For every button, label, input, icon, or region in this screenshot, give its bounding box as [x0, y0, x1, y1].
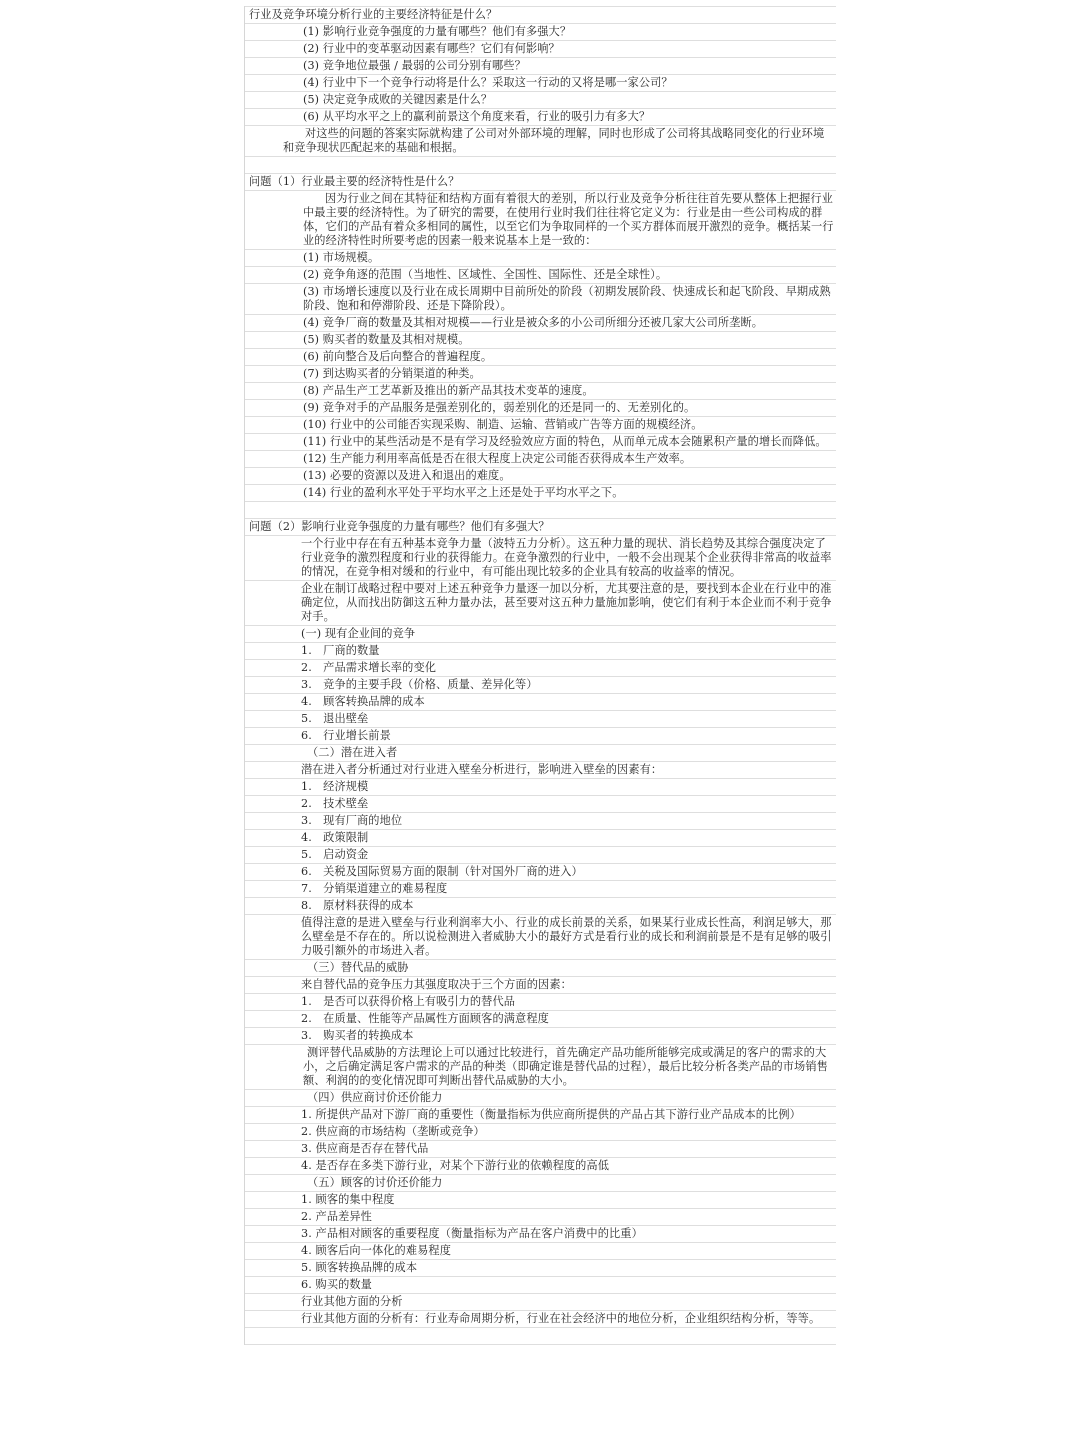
text-row: (5) 购买者的数量及其相对规模。 [245, 332, 836, 349]
blank-row [245, 1328, 836, 1345]
blank-row [245, 502, 836, 519]
text-row: (1) 市场规模。 [245, 250, 836, 267]
text-row: 来自替代品的竞争压力其强度取决于三个方面的因素： [245, 977, 836, 994]
text-row: (11) 行业中的某些活动是不是有学习及经验效应方面的特色，从而单元成本会随累积产量的增长而降低。 [245, 434, 836, 451]
section-heading: 问题（2）影响行业竞争强度的力量有哪些？他们有多强大？ [245, 519, 836, 536]
text-row: (14) 行业的盈利水平处于平均水平之上还是处于平均水平之下。 [245, 485, 836, 502]
text-row: 行业其他方面的分析有：行业寿命周期分析，行业在社会经济中的地位分析，企业组织结构分析，等等。 [245, 1311, 836, 1328]
text-row: 2. 产品需求增长率的变化 [245, 660, 836, 677]
text-row: 6. 购买的数量 [245, 1277, 836, 1294]
text-row: (6) 从平均水平之上的赢利前景这个角度来看，行业的吸引力有多大？ [245, 109, 836, 126]
text-row: (8) 产品生产工艺革新及推出的新产品其技术变革的速度。 [245, 383, 836, 400]
text-row: 4. 政策限制 [245, 830, 836, 847]
text-row: (7) 到达购买者的分销渠道的种类。 [245, 366, 836, 383]
text-row: （二）潜在进入者 [245, 745, 836, 762]
text-row: 1. 厂商的数量 [245, 643, 836, 660]
text-row: 6. 关税及国际贸易方面的限制（针对国外厂商的进入） [245, 864, 836, 881]
text-row: (3) 竞争地位最强 / 最弱的公司分别有哪些？ [245, 58, 836, 75]
text-row: 3. 竞争的主要手段（价格、质量、差异化等） [245, 677, 836, 694]
text-row: 8. 原材料获得的成本 [245, 898, 836, 915]
text-row: 1. 是否可以获得价格上有吸引力的替代品 [245, 994, 836, 1011]
section-heading: 行业及竞争环境分析行业的主要经济特征是什么？ [245, 6, 836, 24]
text-row: 因为行业之间在其特征和结构方面有着很大的差别，所以行业及竞争分析往往首先要从整体上把握行业中最主要的经济特性。为了研究的需要，在使用行业时我们往往将它定义为：行业是由一些公司构成的群体，它们的产品有着众多相同的属性，以至它们为争取同样的一个买方群体而展开激烈的竞争。概括某一行业的经济特性时所要考虑的因素一般来说基本上是一致的： [245, 191, 836, 250]
text-row: (12) 生产能力利用率高低是否在很大程度上决定公司能否获得成本生产效率。 [245, 451, 836, 468]
text-row: (一) 现有企业间的竞争 [245, 626, 836, 643]
text-row: 企业在制订战略过程中要对上述五种竞争力量逐一加以分析，尤其要注意的是，要找到本企业在行业中的准确定位，从而找出防御这五种力量办法，甚至要对这五种力量施加影响，使它们有利于本企业而不利于竞争对手。 [245, 581, 836, 626]
text-row: (2) 竞争角逐的范围（当地性、区域性、全国性、国际性、还是全球性）。 [245, 267, 836, 284]
text-row: 1. 所提供产品对下游厂商的重要性（衡量指标为供应商所提供的产品占其下游行业产品成本的比例） [245, 1107, 836, 1124]
text-row: 5. 启动资金 [245, 847, 836, 864]
text-row: (4) 竞争厂商的数量及其相对规模——行业是被众多的小公司所细分还被几家大公司所垄断。 [245, 315, 836, 332]
text-row: (4) 行业中下一个竞争行动将是什么？采取这一行动的又将是哪一家公司？ [245, 75, 836, 92]
text-row: 2. 产品差异性 [245, 1209, 836, 1226]
text-row: 1. 经济规模 [245, 779, 836, 796]
text-row: 对这些的问题的答案实际就构建了公司对外部环境的理解，同时也形成了公司将其战略同变化的行业环境和竞争现状匹配起来的基础和根据。 [245, 126, 836, 157]
text-row: 7. 分销渠道建立的难易程度 [245, 881, 836, 898]
text-row: (2) 行业中的变革驱动因素有哪些？它们有何影响？ [245, 41, 836, 58]
text-row: （三）替代品的威胁 [245, 960, 836, 977]
text-row: (3) 市场增长速度以及行业在成长周期中目前所处的阶段（初期发展阶段、快速成长和起飞阶段、早期成熟阶段、饱和和停滞阶段、还是下降阶段）。 [245, 284, 836, 315]
text-row: 潜在进入者分析通过对行业进入壁垒分析进行，影响进入壁垒的因素有： [245, 762, 836, 779]
blank-row [245, 157, 836, 174]
text-row: 2. 供应商的市场结构（垄断或竞争） [245, 1124, 836, 1141]
text-row: 行业其他方面的分析 [245, 1294, 836, 1311]
section-heading: 问题（1）行业最主要的经济特性是什么？ [245, 174, 836, 191]
text-row: 一个行业中存在有五种基本竞争力量（波特五力分析）。这五种力量的现状、消长趋势及其综合强度决定了行业竞争的激烈程度和行业的获得能力。在竞争激烈的行业中，一般不会出现某个企业获得非常高的收益率的情况，在竞争相对缓和的行业中，有可能出现比较多的企业具有较高的收益率的情况。 [245, 536, 836, 581]
text-row: 3. 现有厂商的地位 [245, 813, 836, 830]
text-row: 5. 顾客转换品牌的成本 [245, 1260, 836, 1277]
text-row: 2. 技术壁垒 [245, 796, 836, 813]
text-row: （五）顾客的讨价还价能力 [245, 1175, 836, 1192]
text-row: 4. 是否存在多类下游行业，对某个下游行业的依赖程度的高低 [245, 1158, 836, 1175]
text-row: 2. 在质量、性能等产品属性方面顾客的满意程度 [245, 1011, 836, 1028]
text-row: 4. 顾客后向一体化的难易程度 [245, 1243, 836, 1260]
text-row: 3. 供应商是否存在替代品 [245, 1141, 836, 1158]
text-row: (13) 必要的资源以及进入和退出的难度。 [245, 468, 836, 485]
text-row: 值得注意的是进入壁垒与行业利润率大小、行业的成长前景的关系，如果某行业成长性高，利润足够大，那么壁垒是不存在的。所以说检测进入者威胁大小的最好方式是看行业的成长和利润前景是不是有足够的吸引力吸引额外的市场进入者。 [245, 915, 836, 960]
text-row: (10) 行业中的公司能否实现采购、制造、运输、营销或广告等方面的规模经济。 [245, 417, 836, 434]
text-row: 3. 购买者的转换成本 [245, 1028, 836, 1045]
document-sheet [244, 6, 836, 1345]
text-row: 4. 顾客转换品牌的成本 [245, 694, 836, 711]
text-row: (5) 决定竞争成败的关键因素是什么？ [245, 92, 836, 109]
text-row: （四）供应商讨价还价能力 [245, 1090, 836, 1107]
text-row: 测评替代品威胁的方法理论上可以通过比较进行，首先确定产品功能所能够完成或满足的客户的需求的大小，之后确定满足客户需求的产品的种类（即确定谁是替代品的过程），最后比较分析各类产品的市场销售额、利润的的变化情况即可判断出替代品威胁的大小。 [245, 1045, 836, 1090]
text-row: 1. 顾客的集中程度 [245, 1192, 836, 1209]
text-row: 3. 产品相对顾客的重要程度（衡量指标为产品在客户消费中的比重） [245, 1226, 836, 1243]
text-row: (6) 前向整合及后向整合的普遍程度。 [245, 349, 836, 366]
text-row: (1) 影响行业竞争强度的力量有哪些？他们有多强大？ [245, 24, 836, 41]
text-row: 5. 退出壁垒 [245, 711, 836, 728]
text-row: 6. 行业增长前景 [245, 728, 836, 745]
text-row: (9) 竞争对手的产品服务是强差别化的，弱差别化的还是同一的、无差别化的。 [245, 400, 836, 417]
